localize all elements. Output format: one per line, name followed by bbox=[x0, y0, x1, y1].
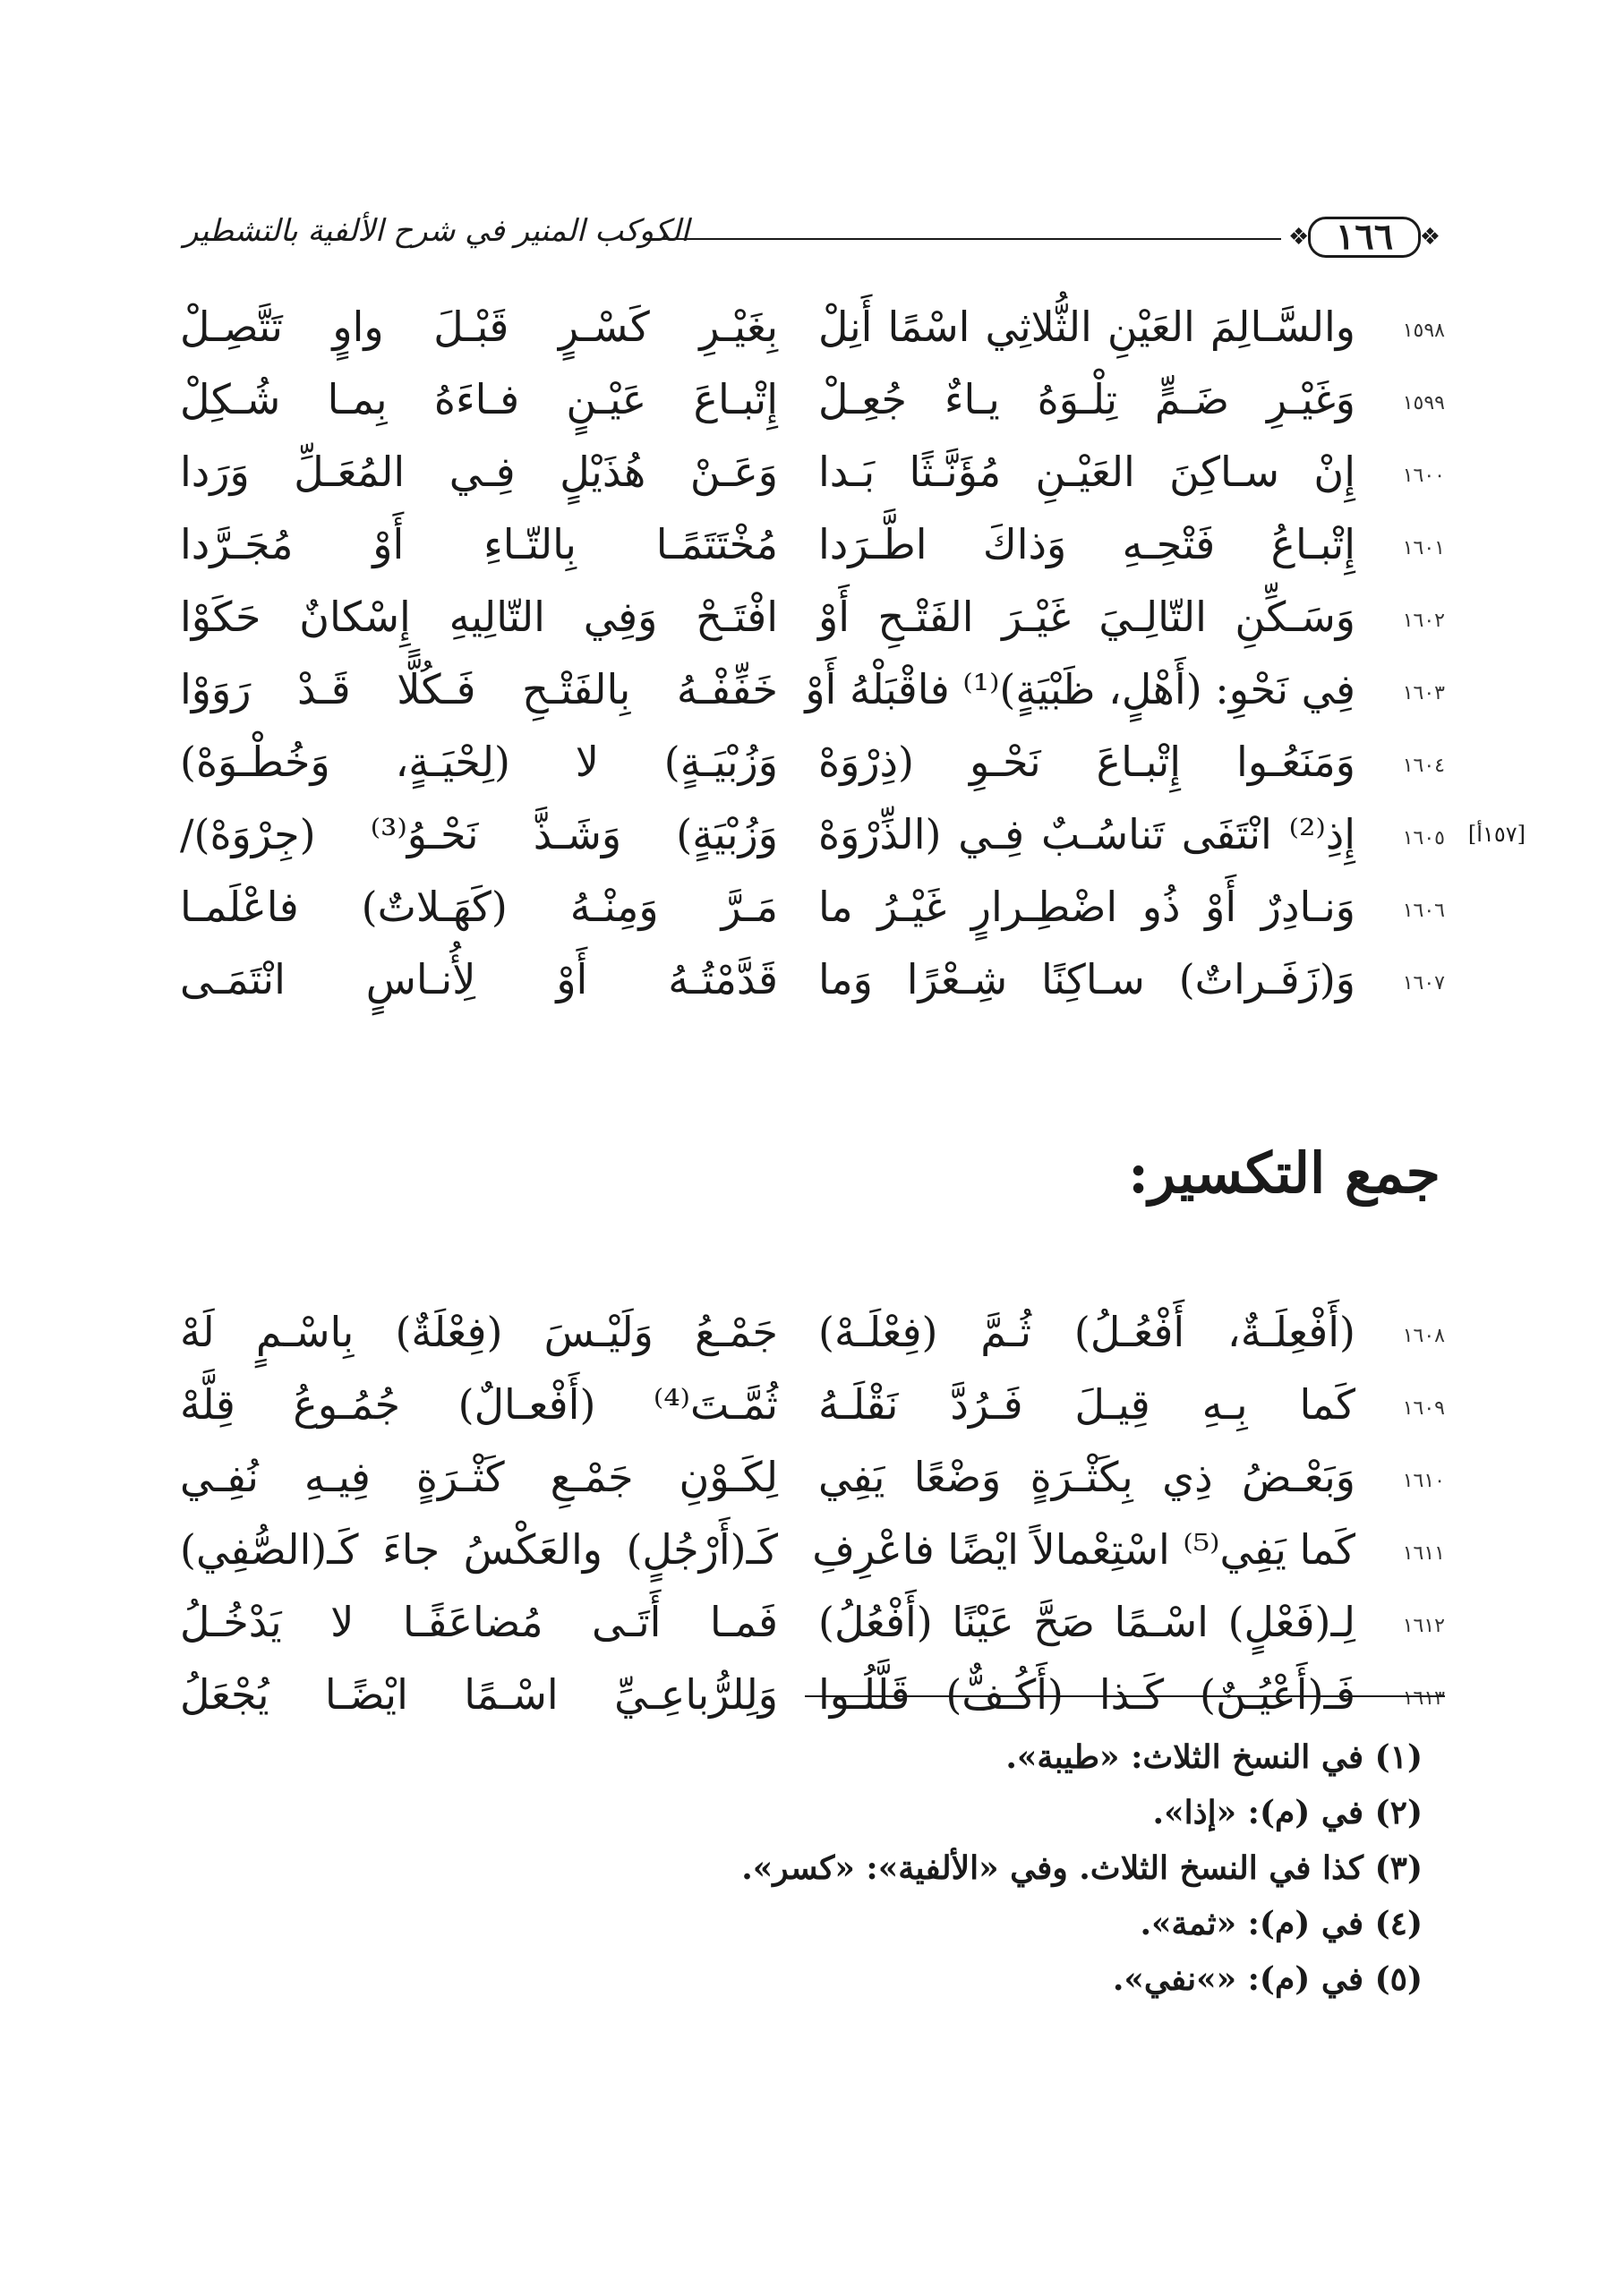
verse-first-hemistich: كَما بِـهِ قِيـلَ فَـرُدَّ نَقْلَـهُ bbox=[818, 1380, 1355, 1429]
verse-row bbox=[179, 943, 1445, 1016]
verse-block-2 bbox=[179, 1296, 1445, 1731]
verse-first-hemistich: وَغَيْـرِ ضَـمٍّ تِلْـوَهُ يـاءٌ جُعِـلْ bbox=[818, 375, 1355, 423]
verse-second-hemistich: بِغَيْـرِ كَسْـرٍ قَبْـلَ واوٍ تَتَّصِـلْ bbox=[180, 303, 778, 351]
verse-row bbox=[179, 1369, 1445, 1441]
verse-row bbox=[179, 726, 1445, 798]
footnote: (٢) في (م): «إذا». bbox=[1152, 1794, 1423, 1831]
verse-second-hemistich: كَـ(أَرْجُلٍ) والعَكْسُ جاءَ كَـ(الصُّفِي) bbox=[180, 1525, 778, 1574]
verse-number: ١٦٠١ bbox=[1402, 537, 1445, 559]
verse-first-hemistich: فِي نَحْوِ: (أَهْلٍ، ظَبْيَةٍ)⁽¹⁾ فاقْبَلْهُ أَوْ bbox=[805, 665, 1355, 713]
verse-number: ١٦١٠ bbox=[1402, 1470, 1445, 1492]
page-number-frame bbox=[1288, 209, 1440, 265]
verse-number: ١٥٩٨ bbox=[1402, 320, 1445, 342]
verse-second-hemistich: وَزُبْيَـةٍ) لا (لِحْيَـةٍ، وَخُطْـوَهْ) bbox=[180, 738, 778, 786]
verse-number: ١٦٠٧ bbox=[1402, 972, 1445, 994]
verse-first-hemistich: لِـ(فَعْلٍ) اسْـمًا صَحَّ عَيْنًا (أَفْعُلُ) bbox=[818, 1598, 1355, 1646]
verse-row bbox=[179, 508, 1445, 581]
verse-second-hemistich: افْتَـحْ وَفِي التّالِيهِ إِسْكانٌ حَكَوْا bbox=[180, 593, 778, 641]
verse-number: ١٦٠٢ bbox=[1402, 610, 1445, 632]
verse-row bbox=[179, 291, 1445, 363]
manuscript-folio-mark: [١٥٧أ] bbox=[1467, 822, 1526, 847]
verse-row bbox=[179, 363, 1445, 436]
verse-second-hemistich: مُخْتَتَمًـا بِالتّـاءِ أَوْ مُجَـرَّدا bbox=[180, 520, 778, 568]
verse-first-hemistich: وَبَعْـضُ ذِي بِكَثْـرَةٍ وَضْعًا يَفِي bbox=[818, 1453, 1355, 1501]
verse-number: ١٦٠٥ bbox=[1402, 827, 1445, 849]
footnote: (٣) كذا في النسخ الثلاث. وفي «الألفية»: «كسر». bbox=[741, 1849, 1423, 1887]
verse-second-hemistich: وَلِلرُّباعِـيِّ اسْـمًا ايْضًـا يُجْعَلُ bbox=[180, 1670, 778, 1719]
footnote: (٤) في (م): «ثمة». bbox=[1140, 1905, 1423, 1942]
ornament-icon: ❖ bbox=[1419, 224, 1440, 251]
verse-second-hemistich: جَمْـعُ وَلَيْـسَ (فِعْلَةٌ) بِاسْـمٍ لَهْ bbox=[180, 1308, 778, 1356]
verse-first-hemistich: إِتْبـاعُ فَتْحِـهِ وَذاكَ اطَّـرَدا bbox=[818, 520, 1355, 568]
verse-second-hemistich: خَفِّفْـهُ بِالفَتْـحِ فَـكُلًّا قَـدْ رَوَوْا bbox=[180, 665, 778, 713]
verse-number: ١٦٠٤ bbox=[1402, 755, 1445, 777]
verse-row bbox=[179, 1441, 1445, 1514]
footnotes bbox=[259, 1729, 1423, 2007]
verse-row bbox=[179, 581, 1445, 653]
page-number: ١٦٦ bbox=[1335, 216, 1394, 258]
verse-row bbox=[179, 1586, 1445, 1659]
running-title: الكوكب المنير في شرح الألفية بالتشطير bbox=[184, 213, 689, 249]
verse-second-hemistich: إِتْبـاعَ عَيْـنٍ فـاءَهُ بِمـا شُـكِلْ bbox=[180, 375, 778, 423]
verse-first-hemistich: وَمَنَعُـوا إِتْبـاعَ نَحْـوِ (ذِرْوَهْ bbox=[818, 738, 1355, 786]
verse-number: ١٥٩٩ bbox=[1402, 392, 1445, 414]
verse-first-hemistich: وَنـادِرٌ أَوْ ذُو اضْطِـرارٍ غَيْـرُ ما bbox=[818, 883, 1355, 931]
verse-number: ١٦٠٦ bbox=[1402, 900, 1445, 922]
verse-number: ١٦١١ bbox=[1402, 1542, 1445, 1565]
verse-row bbox=[179, 798, 1526, 871]
verse-second-hemistich: وَعَـنْ هُذَيْلٍ فِـي المُعَـلِّ وَرَدا bbox=[180, 448, 778, 496]
verse-number: ١٦٠٠ bbox=[1402, 465, 1445, 487]
verse-first-hemistich: وَسَـكِّنِ التّالِـيَ غَيْـرَ الفَتْـحِ أَوْ bbox=[818, 593, 1355, 641]
verse-number: ١٦٠٩ bbox=[1402, 1397, 1445, 1420]
verse-block-1 bbox=[179, 291, 1526, 1016]
verse-second-hemistich: قَدَّمْتُـهُ أَوْ لِأُنـاسٍ انْتَمَـى bbox=[180, 955, 778, 1003]
verse-row bbox=[179, 1296, 1445, 1369]
ornament-icon: ❖ bbox=[1288, 224, 1310, 251]
verse-row bbox=[179, 871, 1445, 943]
verse-row bbox=[179, 653, 1445, 726]
verse-first-hemistich: والسَّـالِمَ العَيْنِ الثُّلاثِي اسْمًا أَنِلْ bbox=[818, 303, 1355, 351]
verse-first-hemistich: (أَفْعِلَـةٌ، أَفْعُـلُ) ثُـمَّ (فِعْلَـهْ) bbox=[818, 1308, 1355, 1356]
verse-second-hemistich: وَزُبْيَةٍ) وَشَـذَّ نَحْـوُ⁽³⁾ (جِرْوَهْ)/ bbox=[180, 810, 778, 858]
footnote: (٥) في (م): «»نفي». bbox=[1112, 1960, 1423, 1998]
verse-first-hemistich: وَ(زَفَـراتٌ) سـاكِنًا شِـعْرًا وَما bbox=[818, 955, 1355, 1003]
verse-first-hemistich: كَما يَفِي⁽⁵⁾ اسْتِعْمالاً ايْضًا فاعْرِفِ bbox=[812, 1525, 1355, 1574]
verse-first-hemistich: إِنْ سـاكِنَ العَيْـنِ مُؤَنَّـثًا بَـدا bbox=[818, 448, 1355, 496]
verse-first-hemistich: إِذِ⁽²⁾ انْتَفَى تَناسُـبٌ فِـي (الذِّرْوَهْ bbox=[818, 810, 1355, 858]
verse-row bbox=[179, 436, 1445, 508]
footnote: (١) في النسخ الثلاث: «طيبة». bbox=[1005, 1738, 1423, 1776]
verse-number: ١٦١٢ bbox=[1402, 1615, 1445, 1637]
verse-second-hemistich: لِكَـوْنِ جَمْـعِ كَثْـرَةٍ فِيـهِ نُفِـي bbox=[180, 1453, 778, 1501]
verse-number: ١٦٠٨ bbox=[1402, 1325, 1445, 1347]
section-heading: جمع التكسير: bbox=[1128, 1140, 1440, 1206]
verse-first-hemistich: فَـ(أَعْيُـنٌ) كَـذا (أَكُـفٌّ) قَلَّلُـوا bbox=[818, 1670, 1355, 1719]
footnote-separator bbox=[805, 1695, 1445, 1697]
header-rule bbox=[649, 238, 1281, 240]
page-header bbox=[184, 204, 1440, 276]
verse-second-hemistich: مَـرَّ وَمِنْـهُ (كَهَـلاتٌ) فاعْلَمـا bbox=[180, 883, 778, 931]
verse-row bbox=[179, 1514, 1445, 1586]
verse-second-hemistich: ثُمَّـتَ⁽⁴⁾ (أَفْعـالٌ) جُمُـوعُ قِلَّهْ bbox=[180, 1380, 778, 1429]
verse-number: ١٦١٣ bbox=[1402, 1687, 1445, 1710]
verse-number: ١٦٠٣ bbox=[1402, 682, 1445, 704]
verse-second-hemistich: فَمـا أَتَـى مُضاعَفًـا لا يَدْخُـلُ bbox=[180, 1598, 778, 1646]
